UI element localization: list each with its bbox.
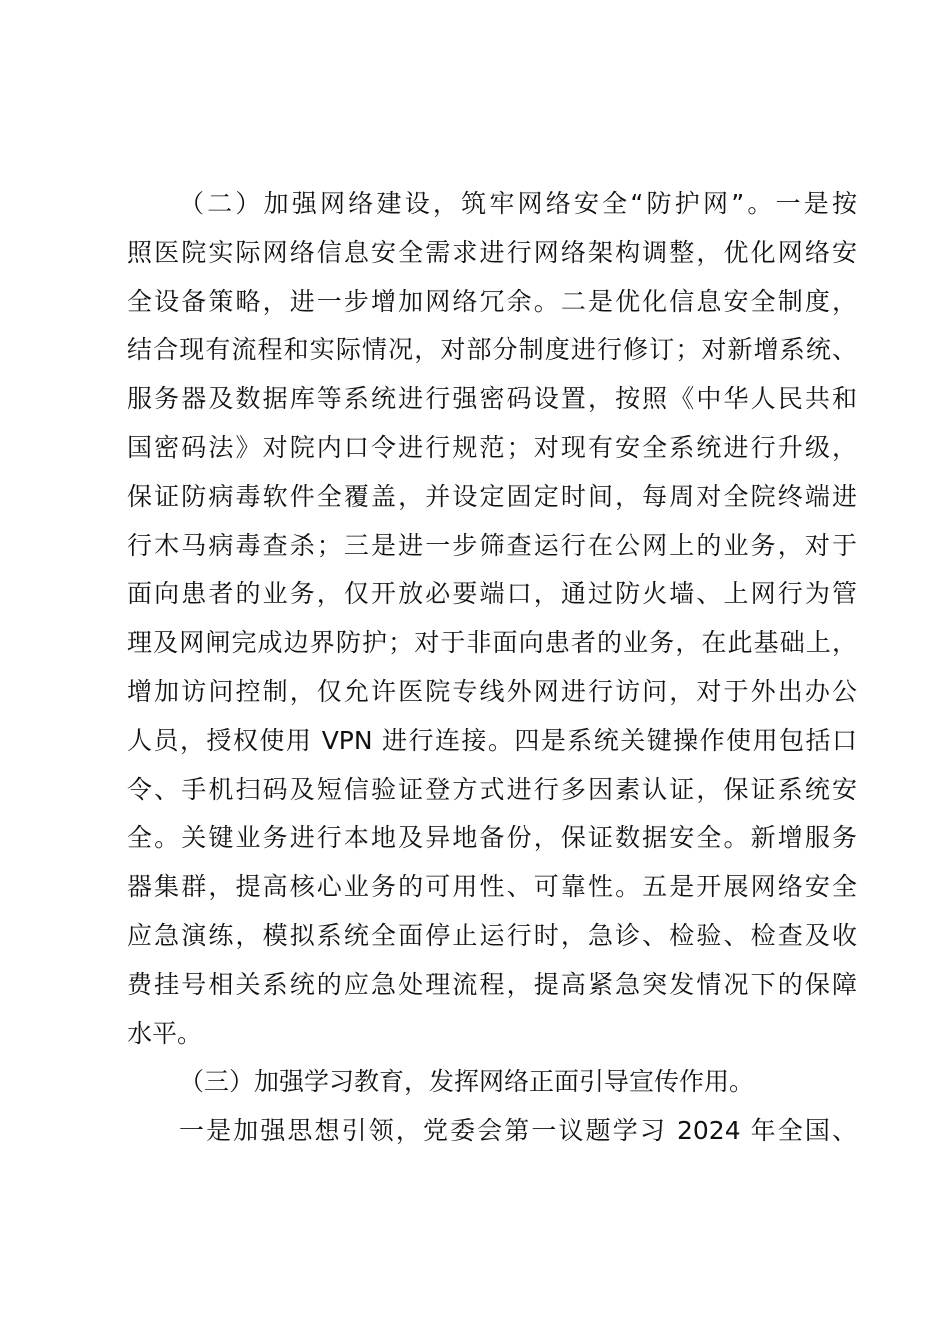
paragraph-line: 行木马病毒查杀；三是进一步筛查运行在公网上的业务，对于 xyxy=(127,530,857,560)
paragraph-line: 理及网闸完成边界防护；对于非面向患者的业务，在此基础上， xyxy=(127,628,857,658)
paragraph-line: 服务器及数据库等系统进行强密码设置，按照《中华人民共和 xyxy=(127,384,857,414)
document-body xyxy=(127,180,857,1156)
paragraph-line: 照医院实际网络信息安全需求进行网络架构调整，优化网络安 xyxy=(127,237,857,267)
paragraph-line: 器集群，提高核心业务的可用性、可靠性。五是开展网络安全 xyxy=(127,872,857,902)
paragraph-line: 国密码法》对院内口令进行规范；对现有安全系统进行升级， xyxy=(127,432,857,462)
paragraph-last-line: 水平。 xyxy=(127,1018,203,1048)
paragraph-line: 一是加强思想引领，党委会第一议题学习 2024 年全国、 xyxy=(179,1116,857,1146)
paragraph-heading-line: （二）加强网络建设，筑牢网络安全“防护网”。一是按 xyxy=(179,189,857,218)
paragraph-line: 应急演练，模拟系统全面停止运行时，急诊、检验、检查及收 xyxy=(127,920,857,950)
paragraph-line: 全设备策略，进一步增加网络冗余。二是优化信息安全制度， xyxy=(127,286,857,316)
paragraph-line: 结合现有流程和实际情况，对部分制度进行修订；对新增系统、 xyxy=(127,335,857,365)
paragraph-line: 保证防病毒软件全覆盖，并设定固定时间，每周对全院终端进 xyxy=(127,481,857,511)
paragraph-line: 面向患者的业务，仅开放必要端口，通过防火墙、上网行为管 xyxy=(127,579,857,609)
paragraph-line: 人员，授权使用 VPN 进行连接。四是系统关键操作使用包括口 xyxy=(127,725,857,755)
paragraph-line: 费挂号相关系统的应急处理流程，提高紧急突发情况下的保障 xyxy=(127,969,857,999)
paragraph-line: 令、手机扫码及短信验证登方式进行多因素认证，保证系统安 xyxy=(127,774,857,804)
section-heading: （三）加强学习教育，发挥网络正面引导宣传作用。 xyxy=(179,1067,755,1097)
paragraph-line: 全。关键业务进行本地及异地备份，保证数据安全。新增服务 xyxy=(127,823,857,853)
paragraph-line: 增加访问控制，仅允许医院专线外网进行访问，对于外出办公 xyxy=(127,676,857,706)
